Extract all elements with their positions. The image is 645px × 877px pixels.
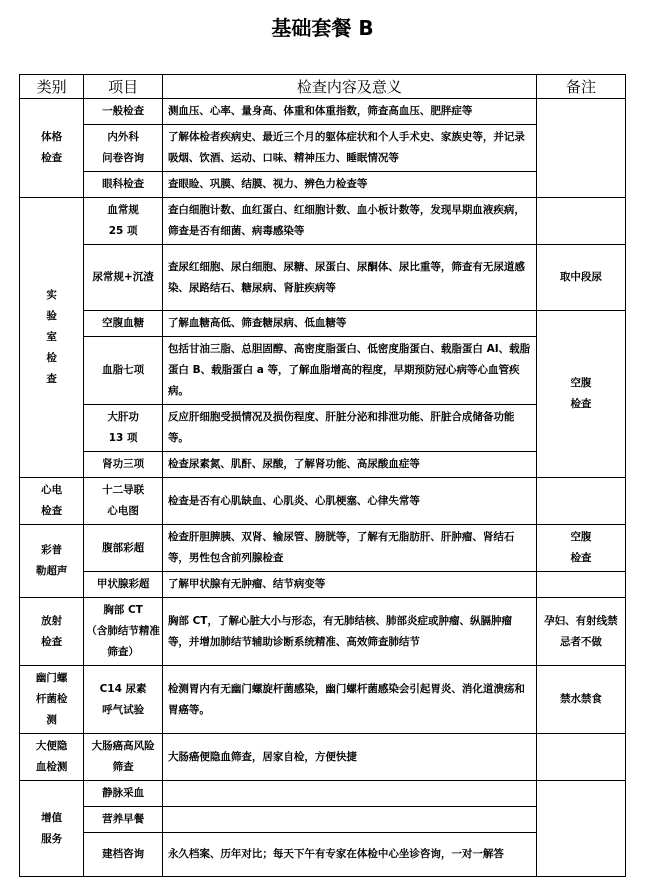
- item-cell: 大肝功 13 项: [84, 405, 163, 452]
- item-cell: 建档咨询: [84, 833, 163, 877]
- header-item: 项目: [84, 75, 163, 99]
- note-cell: [536, 781, 625, 877]
- note-cell: 空腹 检查: [536, 311, 625, 478]
- table-row: [20, 478, 626, 525]
- content-cell: 胸部 CT，了解心脏大小与形态，有无肺结核、肺部炎症或肿瘤、纵膈肿瘤等，并增加肺结节辅助诊断系统精准、高效筛查肺结节: [162, 598, 536, 666]
- content-cell: 检测胃内有无幽门螺旋杆菌感染，幽门螺杆菌感染会引起胃炎、消化道溃疡和胃癌等。: [162, 666, 536, 734]
- content-cell: 测血压、心率、量身高、体重和体重指数，筛查高血压、肥胖症等: [162, 99, 536, 125]
- table-row: [20, 734, 626, 781]
- item-cell: 甲状腺彩超: [84, 572, 163, 598]
- content-cell: 了解血糖高低、筛查糖尿病、低血糖等: [162, 311, 536, 337]
- content-cell: 查眼睑、巩膜、结膜、视力、辨色力检查等: [162, 172, 536, 198]
- table-row: [20, 781, 626, 807]
- table-row: [20, 337, 626, 405]
- content-cell: 检查是否有心肌缺血、心肌炎、心肌梗塞、心律失常等: [162, 478, 536, 525]
- item-cell: 十二导联 心电图: [84, 478, 163, 525]
- header-category: 类别: [20, 75, 84, 99]
- content-cell: 查白细胞计数、血红蛋白、红细胞计数、血小板计数等，发现早期血液疾病，筛查是否有细菌、病毒感染等: [162, 198, 536, 245]
- table-row: [20, 833, 626, 877]
- table-row: [20, 245, 626, 311]
- note-cell: [536, 198, 625, 245]
- table-row: [20, 807, 626, 833]
- note-cell: [536, 478, 625, 525]
- table-header-row: [20, 75, 626, 99]
- category-cell: 彩普 勒超声: [20, 525, 84, 598]
- item-cell: 一般检查: [84, 99, 163, 125]
- checkup-table: [19, 74, 626, 877]
- note-cell: 取中段尿: [536, 245, 625, 311]
- note-cell: 孕妇、有射线禁忌者不做: [536, 598, 625, 666]
- category-cell: 大便隐 血检测: [20, 734, 84, 781]
- item-cell: 眼科检查: [84, 172, 163, 198]
- note-cell: [536, 734, 625, 781]
- item-cell: 大肠癌高风险 筛查: [84, 734, 163, 781]
- note-cell: [536, 572, 625, 598]
- content-cell: 了解甲状腺有无肿瘤、结节病变等: [162, 572, 536, 598]
- item-cell: 内外科 问卷咨询: [84, 125, 163, 172]
- content-cell: 永久档案、历年对比；每天下午有专家在体检中心坐诊咨询，一对一解答: [162, 833, 536, 877]
- header-content: 检查内容及意义: [162, 75, 536, 99]
- content-cell: 包括甘油三脂、总胆固醇、高密度脂蛋白、低密度脂蛋白、载脂蛋白 AI、载脂蛋白 B、载脂蛋白 a 等，了解血脂增高的程度，早期预防冠心病等心血管疾病。: [162, 337, 536, 405]
- table-row: [20, 598, 626, 666]
- category-cell: 实 验 室 检 查: [20, 198, 84, 478]
- content-cell: 检查肝胆脾胰、双肾、输尿管、膀胱等，了解有无脂肪肝、肝肿瘤、肾结石等，男性包含前列腺检查: [162, 525, 536, 572]
- item-cell: 血脂七项: [84, 337, 163, 405]
- note-cell: 空腹 检查: [536, 525, 625, 572]
- content-cell: 查尿红细胞、尿白细胞、尿糖、尿蛋白、尿酮体、尿比重等，筛查有无尿道感染、尿路结石、糖尿病、肾脏疾病等: [162, 245, 536, 311]
- category-cell: 幽门螺 杆菌检 测: [20, 666, 84, 734]
- item-cell: 静脉采血: [84, 781, 163, 807]
- table-row: [20, 99, 626, 125]
- header-note: 备注: [536, 75, 625, 99]
- item-cell: 空腹血糖: [84, 311, 163, 337]
- item-cell: 尿常规+沉渣: [84, 245, 163, 311]
- item-cell: 腹部彩超: [84, 525, 163, 572]
- page-title: 基础套餐 B: [271, 16, 374, 40]
- table-row: [20, 172, 626, 198]
- content-cell: [162, 781, 536, 807]
- category-cell: 增值 服务: [20, 781, 84, 877]
- item-cell: 血常规 25 项: [84, 198, 163, 245]
- content-cell: [162, 807, 536, 833]
- content-cell: 检查尿素氮、肌酐、尿酸，了解肾功能、高尿酸血症等: [162, 452, 536, 478]
- item-cell: C14 尿素 呼气试验: [84, 666, 163, 734]
- table-row: [20, 666, 626, 734]
- table-row: [20, 125, 626, 172]
- item-cell: 胸部 CT （含肺结节精准筛查）: [84, 598, 163, 666]
- category-cell: 体格 检查: [20, 99, 84, 198]
- content-cell: 反应肝细胞受损情况及损伤程度、肝脏分泌和排泄功能、肝脏合成储备功能等。: [162, 405, 536, 452]
- category-cell: 放射 检查: [20, 598, 84, 666]
- table-row: [20, 572, 626, 598]
- item-cell: 肾功三项: [84, 452, 163, 478]
- note-cell: [536, 99, 625, 198]
- note-cell: 禁水禁食: [536, 666, 625, 734]
- table-row: [20, 311, 626, 337]
- content-cell: 了解体检者疾病史、最近三个月的躯体症状和个人手术史、家族史等，并记录吸烟、饮酒、运动、口味、精神压力、睡眠情况等: [162, 125, 536, 172]
- category-cell: 心电 检查: [20, 478, 84, 525]
- content-cell: 大肠癌便隐血筛查，居家自检，方便快捷: [162, 734, 536, 781]
- table-row: [20, 405, 626, 452]
- table-row: [20, 525, 626, 572]
- table-row: [20, 198, 626, 245]
- table-row: [20, 452, 626, 478]
- item-cell: 营养早餐: [84, 807, 163, 833]
